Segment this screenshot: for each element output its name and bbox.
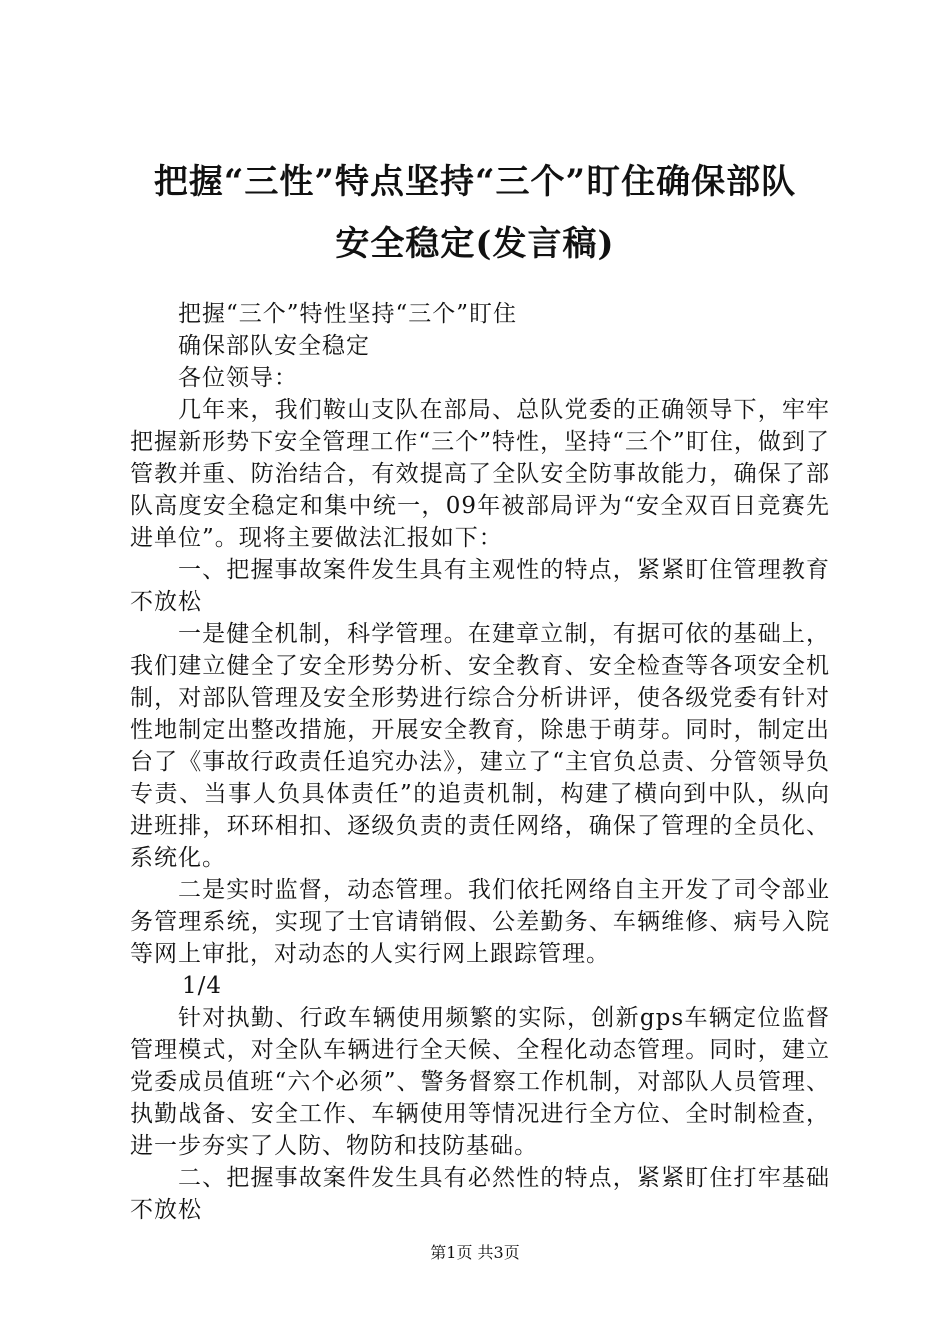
page-footer: 第1页 共3页 [430,1243,520,1262]
paragraph-supervision: 二是实时监督，动态管理。我们依托网络自主开发了司令部业务管理系统，实现了士官请销假、公差勤务、车辆维修、病号入院等网上审批，对动态的人实行网上跟踪管理。 [130,877,830,967]
subtitle-line-2: 确保部队安全稳定 [178,333,370,359]
section-heading-2: 二、把握事故案件发生具有必然性的特点，紧紧盯住打牢基础不放松 [130,1165,830,1223]
inline-page-marker: 1/4 [182,973,223,999]
paragraph-vehicles: 针对执勤、行政车辆使用频繁的实际，创新gps车辆定位监督管理模式，对全队车辆进行全天候、全程化动态管理。同时，建立党委成员值班“六个必须”、警务督察工作机制，对部队人员管理、执勤战备、安全工作、车辆使用等情况进行全方位、全时制检查，进一步夯实了人防、物防和技防基础。 [130,1005,830,1159]
document-title-line-2: 安全稳定(发言稿) [335,224,615,264]
paragraph-mechanism: 一是健全机制，科学管理。在建章立制，有据可依的基础上，我们建立健全了安全形势分析、安全教育、安全检查等各项安全机制，对部队管理及安全形势进行综合分析讲评，使各级党委有针对性地制定出整改措施，开展安全教育，除患于萌芽。同时，制定出台了《事故行政责任追究办法》，建立了“主官负总责、分管领导负专责、当事人负具体责任”的追责机制，构建了横向到中队，纵向进班排，环环相扣、逐级负责的责任网络，确保了管理的全员化、系统化。 [130,621,830,871]
section-heading-1: 一、把握事故案件发生具有主观性的特点，紧紧盯住管理教育不放松 [130,557,830,615]
document-body [130,298,830,1226]
subtitle-line-1: 把握“三个”特性坚持“三个”盯住 [178,301,518,327]
salutation: 各位领导： [178,365,298,391]
paragraph-intro: 几年来，我们鞍山支队在部局、总队党委的正确领导下，牢牢把握新形势下安全管理工作“三个”特性，坚持“三个”盯住，做到了管教并重、防治结合，有效提高了全队安全防事故能力，确保了部队高度安全稳定和集中统一，09年被部局评为“安全双百日竞赛先进单位”。现将主要做法汇报如下： [130,397,830,551]
document-title-line-1: 把握“三性”特点坚持“三个”盯住确保部队 [153,162,797,202]
